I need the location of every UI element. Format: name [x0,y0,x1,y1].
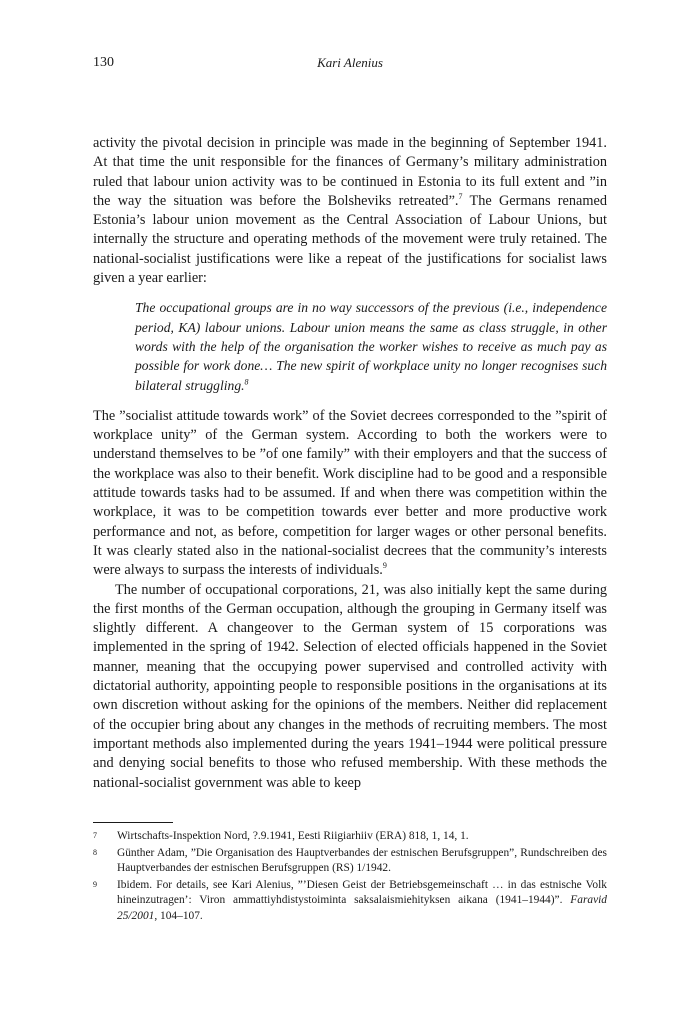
footnote-8 [93,846,607,877]
body-text [93,134,607,793]
page-number: 130 [93,55,114,70]
footnote-7 [93,829,607,845]
footnote-ref-8[interactable]: 8 [244,377,249,387]
footnote-number: 7 [93,831,97,840]
footnotes [93,829,607,925]
footnote-separator [93,822,173,823]
footnote-number: 8 [93,847,97,857]
paragraph-1: activity the pivotal decision in principle was made in the beginning of September 1941. At that time the unit responsible for the finances of Germany’s military administration ruled that labour union activity was to be continued in Estonia to its full extent and ”in the way the situation was before the Bolsheviks retreated”.$^7$ The Germans renamed Estonia’s labour union movement as the Central Association of Labour Unions, but internally the structure and operating methods of the movement were truly retained. The national-socialist justifications were like a repeat of the justifications for socialist laws given a year earlier: [93,135,607,287]
page-header [93,55,607,75]
footnote-ref-7[interactable]: 7 [458,192,463,202]
footnote-9 [93,878,607,925]
paragraph-3: The number of occupational corporations, 21, was also initially kept the same during the first months of the German occupation, although the grouping in Germany itself was slightly different. A changeover to the German system of 15 corporations was implemented in the spring of 1942. Selection of elected officials happened in the Soviet manner, meaning that the occupying power supervised and controlled activity with dictatorial authority, appointing people to responsible positions in the organisations at its own discretion without asking for the opinions of the members. Neither did replacement of the occupier bring about any changes in the methods of recruiting members. The most important methods also implemented during the years 1941–1944 were political pressure and denying social benefits to those who refused membership. With these methods the national-socialist government was able to keep [93,581,607,791]
journal-title: Faravid 25/2001 [117,894,607,922]
block-quote: The occupational groups are in no way successors of the previous (i.e., independence period, KA) labour unions. Labour union means the same as class struggle, in other words with the help of the organisation the worker wishes to receive as much pay as possible for work done… The new spirit of workplace unity no longer recognises such bilateral struggling.$^8$ [135,300,607,393]
running-head: Kari Alenius [317,55,383,70]
footnote-text: Günther Adam, ”Die Organisation des Hauptverbandes der estnischen Berufsgruppen”, Rundschreiben des Hauptverbandes der estnischen Berufsgruppen (RS) 1/1942. [117,846,607,874]
footnote-text: Wirtschafts-Inspektion Nord, ?.9.1941, Eesti Riigiarhiiv (ERA) 818, 1, 14, 1. [117,830,469,842]
footnote-number: 9 [93,879,97,889]
footnote-text: Ibidem. For details, see Kari Alenius, ”’Diesen Geist der Betriebsgemeinschaft … in das estnische Volk hineinzutragen’: Viron ammattiyhdistystoiminta saksalaismiehityksen aikana (1941–1944)”. Faravid 25/2001, 104–107. [117,878,607,922]
footnote-ref-9[interactable]: 9 [382,561,387,571]
paragraph-2: The ”socialist attitude towards work” of the Soviet decrees corresponded to the ”spirit of workplace unity” of the German system. According to both the workers were to understand themselves to be ”of one family” with their employers and that the success of the workplace was also to their benefit. Work discipline had to be good and a responsible attitude towards tasks had to be assumed. If and when there was competition within the workplace, it was to be competition towards ever better and more productive work performance and not, as before, competition for larger wages or other personal benefits. It was clearly stated also in the national-socialist decrees that the community’s interests were always to surpass the interests of individuals.$^9$ [93,407,607,579]
